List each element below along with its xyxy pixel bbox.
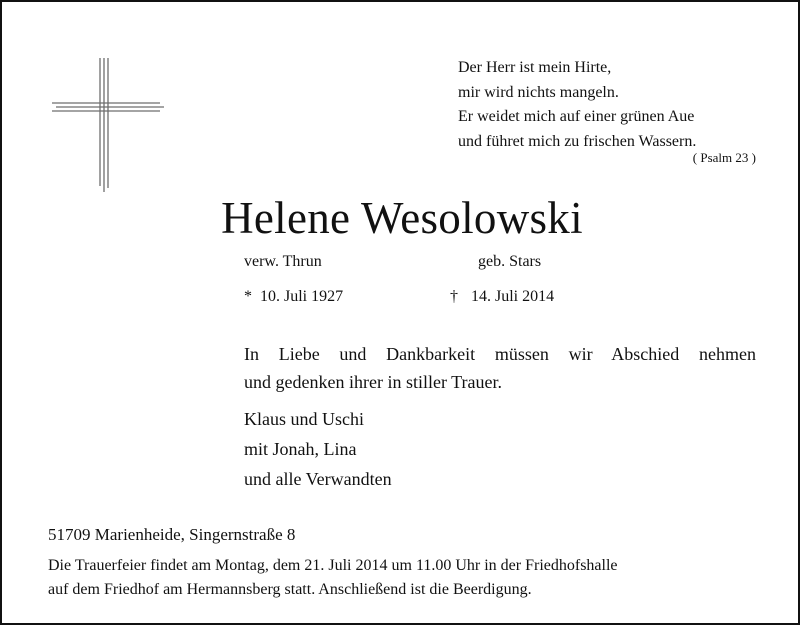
- family-signature: [244, 404, 392, 494]
- death-symbol: †: [450, 288, 458, 305]
- widowed-name: verw. Thrun: [244, 253, 322, 270]
- cross-icon: [48, 56, 178, 196]
- birth-symbol: *: [244, 288, 252, 305]
- family-line: mit Jonah, Lina: [244, 439, 357, 459]
- psalm-quote: [458, 56, 768, 154]
- address: 51709 Marienheide, Singernstraße 8: [48, 525, 296, 544]
- psalm-line: und führet mich zu frischen Wassern.: [458, 132, 697, 150]
- message-line: In Liebe und Dankbarkeit müssen wir Abschied nehmen: [244, 344, 756, 364]
- death-date: 14. Juli 2014: [471, 288, 555, 305]
- mourning-message: [244, 340, 756, 396]
- psalm-line: Der Herr ist mein Hirte,: [458, 59, 612, 76]
- family-line: Klaus und Uschi: [244, 409, 364, 429]
- birth-date: 10. Juli 1927: [260, 288, 344, 305]
- maiden-name: geb. Stars: [478, 253, 542, 270]
- family-line: und alle Verwandten: [244, 469, 392, 489]
- deceased-name: Helene Wesolowski: [221, 193, 583, 243]
- message-line: und gedenken ihrer in stiller Trauer.: [244, 372, 502, 392]
- funeral-line: auf dem Friedhof am Hermannsberg statt. Anschließend ist die Beerdigung.: [48, 581, 532, 598]
- psalm-line: mir wird nichts mangeln.: [458, 83, 619, 101]
- funeral-info: [48, 554, 758, 602]
- psalm-reference: ( Psalm 23 ): [692, 150, 756, 165]
- funeral-line: Die Trauerfeier findet am Montag, dem 21. Juli 2014 um 11.00 Uhr in der Friedhofshalle: [48, 557, 618, 574]
- psalm-line: Er weidet mich auf einer grünen Aue: [458, 108, 695, 125]
